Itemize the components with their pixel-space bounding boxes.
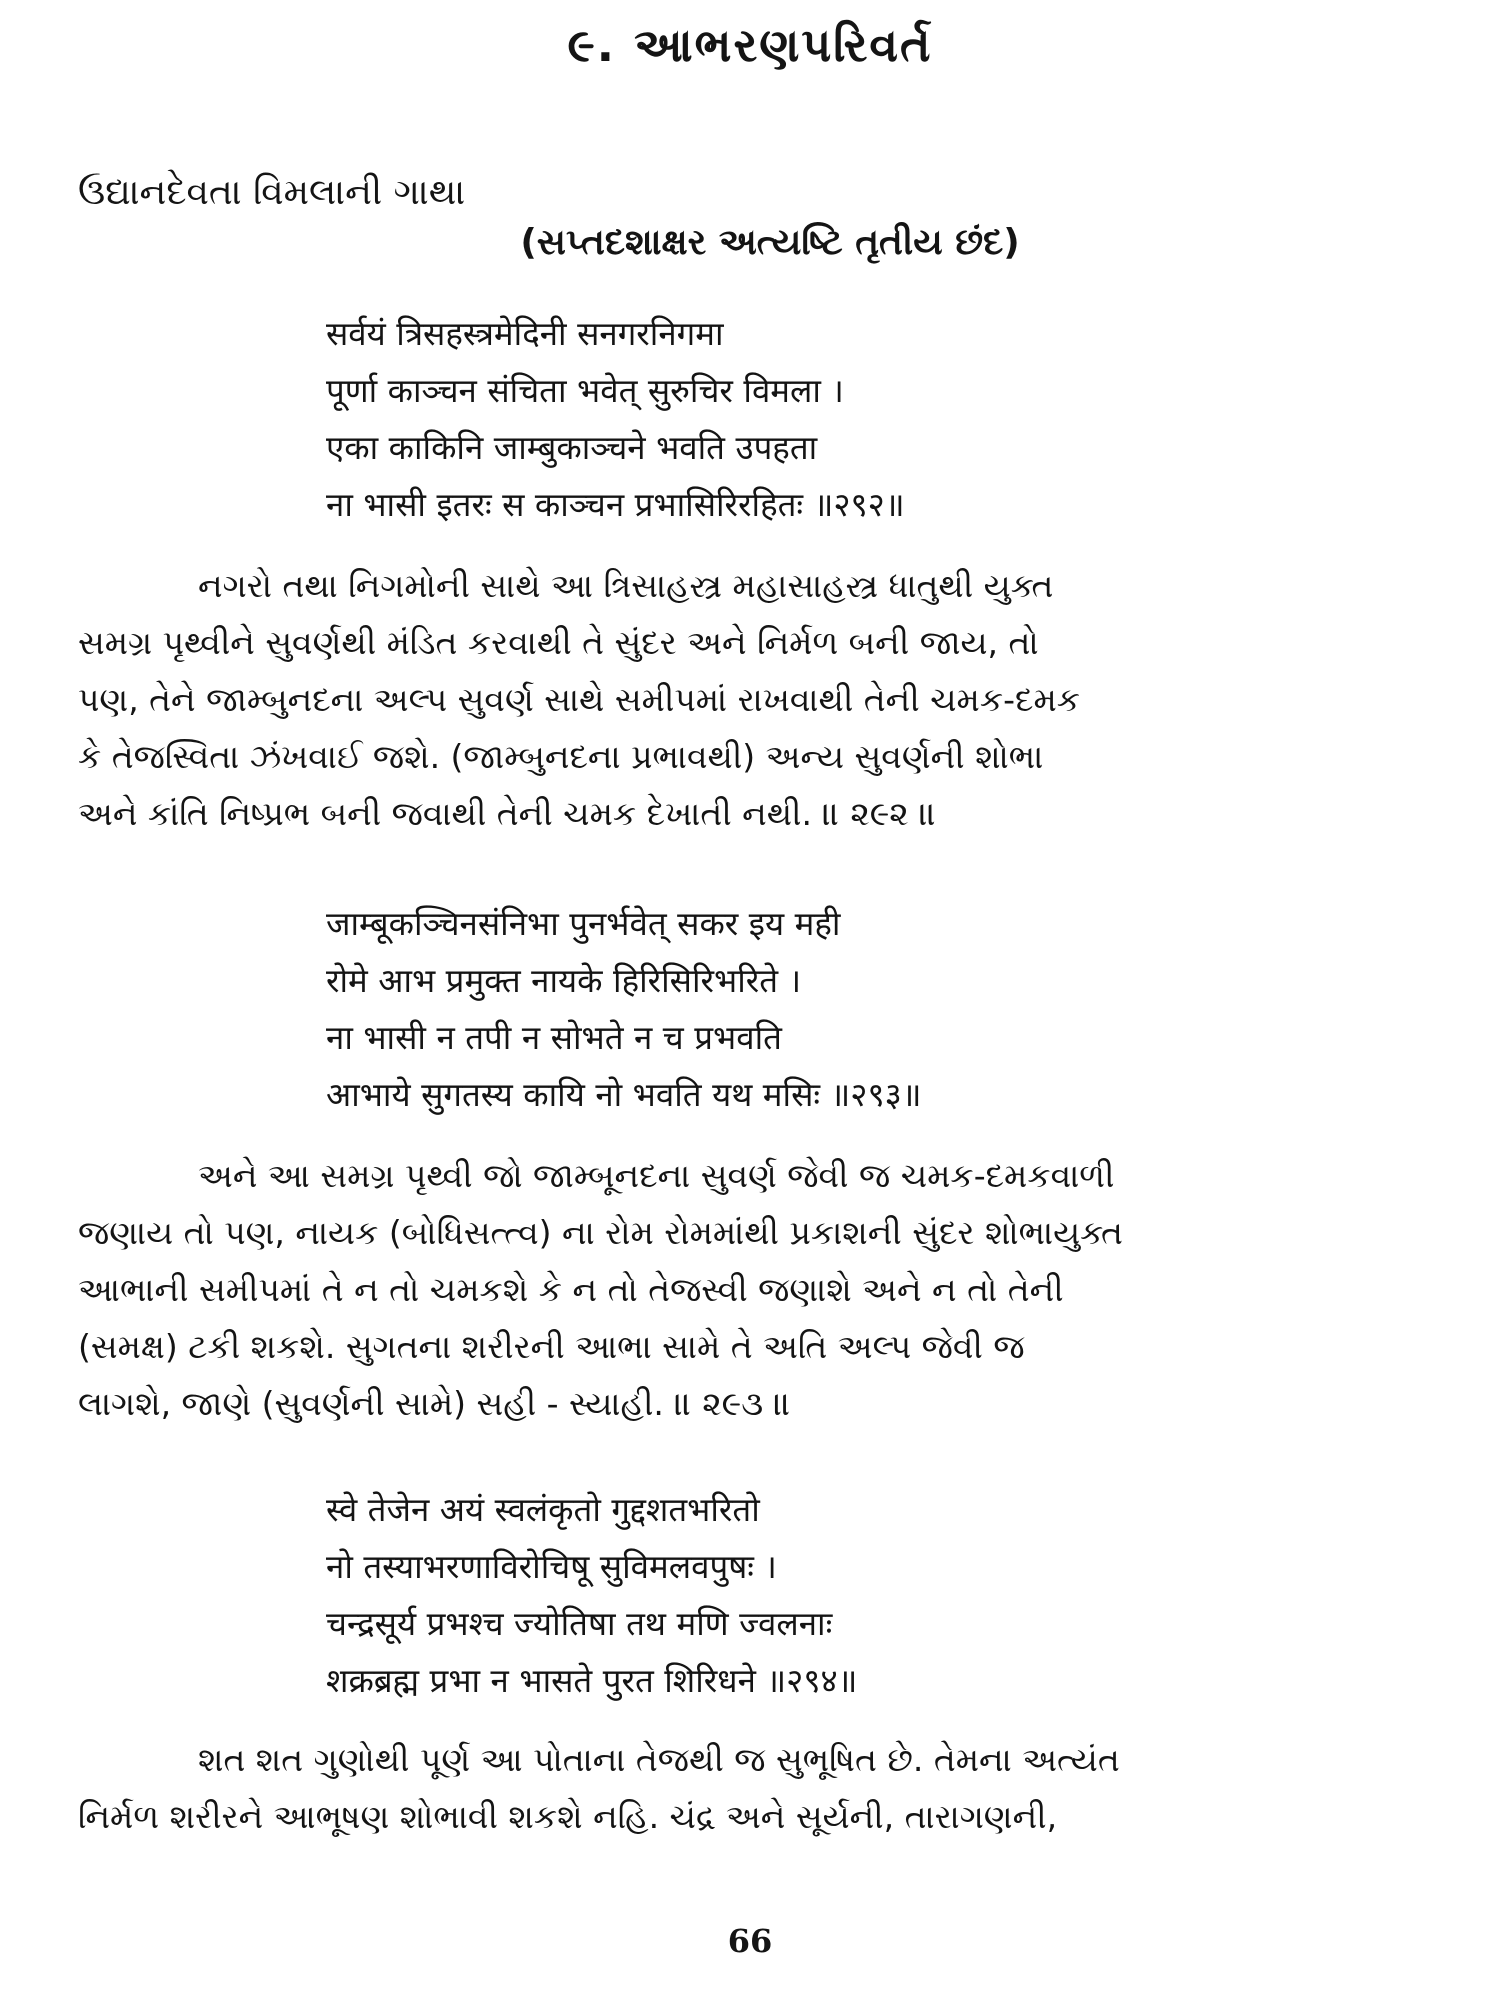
translation-294 xyxy=(78,1731,1423,1845)
prose-line: કે તેજસ્વિતા ઝંખવાઈ જશે. (જામ્બુનદના પ્રભાવથી) અન્ય સુવર્ણની શોભા xyxy=(78,737,1044,776)
verse-294 xyxy=(326,1481,857,1709)
page-number: 66 xyxy=(727,1922,773,1960)
verse-line: शक्रब्रह्म प्रभा न भासते पुरत शिरिधने ॥२९४॥ xyxy=(326,1661,858,1700)
meter-label: (સપ્તદશાક્ષર અત્યષ્ટિ તૃતીય છંદ) xyxy=(520,222,1020,263)
prose-line: આભાની સમીપમાં તે ન તો ચમકશે કે ન તો તેજસ્વી જણાશે અને ન તો તેની xyxy=(78,1270,1064,1309)
translation-293 xyxy=(78,1147,1423,1432)
verse-line: स्वे तेजेन अयं स्वलंकृतो गुद्दशतभरितो xyxy=(326,1490,760,1529)
chapter-title: ૯. આભરણપરિવર્ત xyxy=(567,18,933,72)
prose-line: જણાય તો પણ, નાયક (બોધિસત્ત્વ) ના રોમ રોમમાંથી પ્રકાશની સુંદર શોભાયુક્ત xyxy=(78,1213,1123,1252)
prose-line: પણ, તેને જામ્બુનદના અલ્પ સુવર્ણ સાથે સમીપમાં રાખવાથી તેની ચમક-દમક xyxy=(78,680,1081,719)
prose-line: લાગશે, જાણે (સુવર્ણની સામે) સહી - સ્યાહી. ॥ ૨૯૩ ॥ xyxy=(78,1384,792,1423)
prose-line: શત શત ગુણોથી પૂર્ણ આ પોતાના તેજથી જ સુભૂષિત છે. તેમના અત્યંત xyxy=(198,1740,1120,1779)
verse-line: जाम्बूकञ्चिनसंनिभा पुनर्भवेत् सकर इय मही xyxy=(326,904,841,943)
verse-line: सर्वयं त्रिसहस्त्रमेदिनी सनगरनिगमा xyxy=(326,314,724,353)
verse-293 xyxy=(326,895,922,1123)
prose-line: અને આ સમગ્ર પૃથ્વી જો જામ્બૂનદના સુવર્ણ જેવી જ ચમક-દમકવાળી xyxy=(198,1156,1115,1195)
verse-line: एका काकिनि जाम्बुकाञ्चने भवति उपहता xyxy=(326,428,818,467)
section-heading: ઉદ્યાનદેવતા વિમલાની ગાથા xyxy=(78,172,466,213)
verse-line: ना भासी न तपी न सोभते न च प्रभवति xyxy=(326,1018,782,1057)
prose-line: સમગ્ર પૃથ્વીને સુવર્ણથી મંડિત કરવાથી તે સુંદર અને નિર્મળ બની જાય, તો xyxy=(78,623,1039,662)
translation-292 xyxy=(78,557,1423,842)
verse-line: रोमे आभ प्रमुक्त नायके हिरिसिरिभरिते । xyxy=(326,961,802,1000)
verse-292 xyxy=(326,305,905,533)
verse-line: नो तस्याभरणाविरोचिषू सुविमलवपुषः । xyxy=(326,1547,777,1586)
verse-line: आभाये सुगतस्य कायि नो भवति यथ मसिः ॥२९३॥ xyxy=(326,1075,922,1114)
prose-line: અને કાંતિ નિષ્પ્રભ બની જવાથી તેની ચમક દેખાતી નથી. ॥ ૨૯૨ ॥ xyxy=(78,794,937,833)
prose-line: નિર્મળ શરીરને આભૂષણ શોભાવી શકશે નહિ. ચંદ્ર અને સૂર્યની, તારાગણની, xyxy=(78,1797,1058,1836)
prose-line: (સમક્ષ) ટકી શકશે. સુગતના શરીરની આભા સામે તે અતિ અલ્પ જેવી જ xyxy=(78,1327,1025,1366)
verse-line: ना भासी इतरः स काञ्चन प्रभासिरिरहितः ॥२९२॥ xyxy=(326,485,905,524)
prose-line: નગરો તથા નિગમોની સાથે આ ત્રિસાહસ્ત્ર મહાસાહસ્ત્ર ધાતુથી યુક્ત xyxy=(198,566,1054,605)
verse-line: चन्द्रसूर्य प्रभश्च ज्योतिषा तथ मणि ज्वलनाः xyxy=(326,1604,833,1643)
verse-line: पूर्णा काञ्चन संचिता भवेत् सुरुचिर विमला । xyxy=(326,371,844,410)
